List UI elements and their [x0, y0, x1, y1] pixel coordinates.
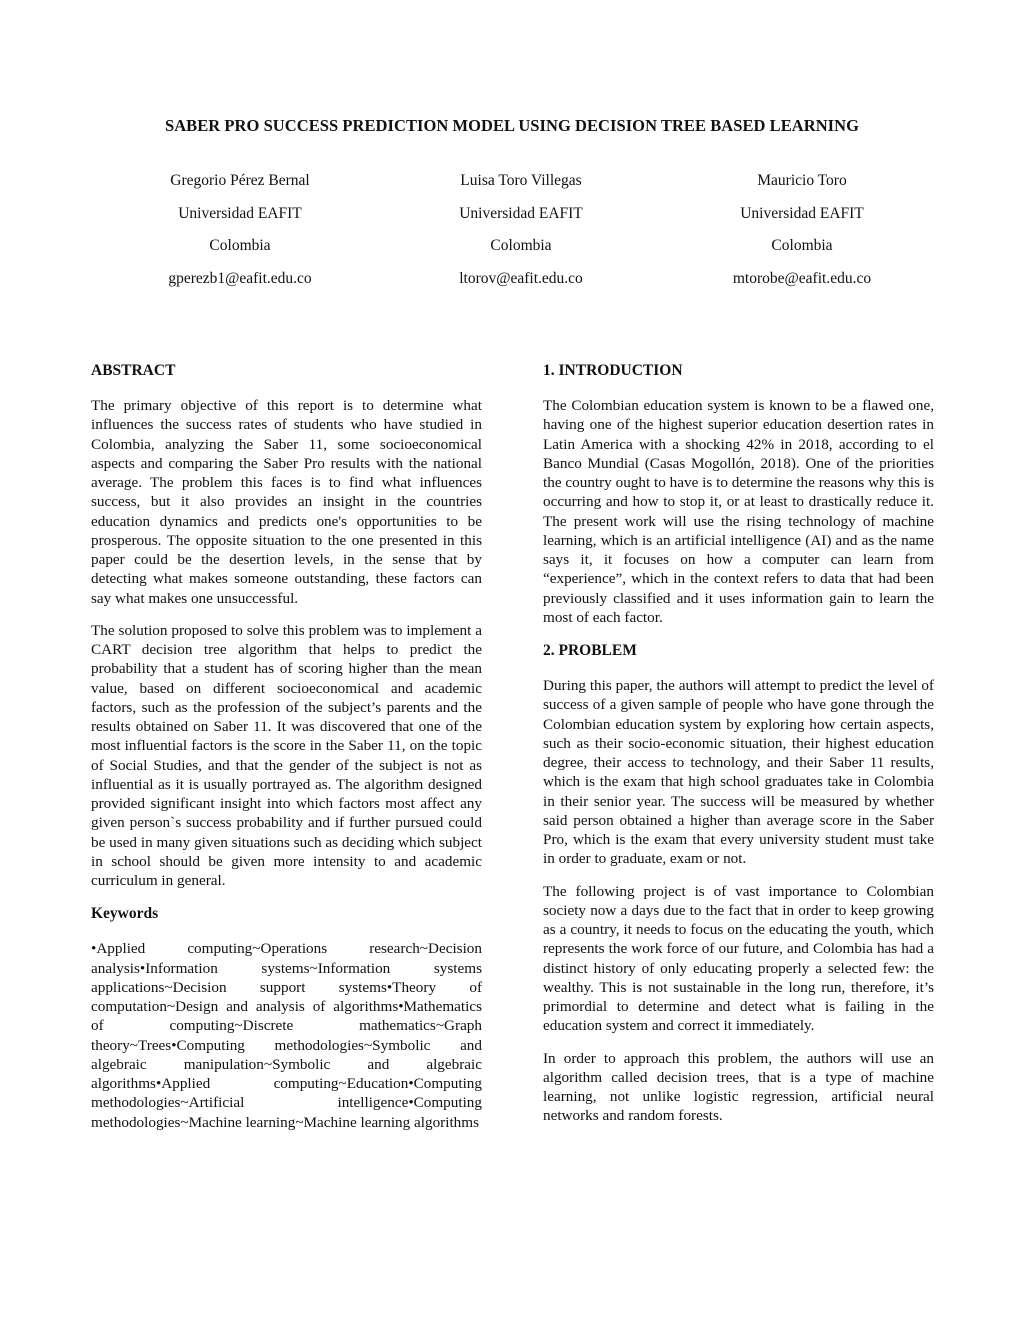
- author-name: Mauricio Toro: [757, 172, 847, 189]
- problem-paragraph: In order to approach this problem, the authors will use an algorithm called decision trees, that is a type of machine learning, not unlike logistic regression, artificial neural networks and random forests.: [543, 1049, 934, 1125]
- author-name: Gregorio Pérez Bernal: [170, 172, 310, 189]
- author-country: Colombia: [771, 237, 833, 255]
- author-email: gperezb1@eafit.edu.co: [168, 270, 312, 288]
- keywords-text: •Applied computing~Operations research~Decision analysis•Information systems~Information systems applications~Decision support systems•Theory of computation~Design and analysis of algorithms•Mathematics of computing~Discrete mathematics~Graph theory~Trees•Computing methodologies~Symbolic and algebraic manipulation~Symbolic and algebraic algorithms•Applied computing~Education•Computing methodologies~Artificial intelligence•Computing methodologies~Machine learning~Machine learning algorithms: [91, 940, 482, 1131]
- problem-heading: 2. PROBLEM: [543, 642, 637, 659]
- problem-paragraph: During this paper, the authors will attempt to predict the level of success of a given sample of people who have gone through the Colombian education system by exploring how certain aspects, such as their socio-economic situation, their highest education degree, their access to technology, and their Saber 11 results, which is the exam that high school graduates take in Colombia in their senior year. The success will be measured by whether said person obtained a higher than average score in the Saber Pro, which is the exam that every university student must take in order to graduate, exam or not.: [543, 677, 934, 868]
- author-email: mtorobe@eafit.edu.co: [732, 270, 872, 288]
- problem-paragraph: The following project is of vast importance to Colombian society now a days due to the fact that in order to keep growing as a country, it needs to focus on the educating the youth, which represents the work force of our future, and Colombia has had a distinct history of only educating properly a selected few: the wealthy. This is not sustainable in the long run, therefore, it’s primordial to determine and detect what is failing in the education system and correct it immediately.: [543, 882, 934, 1035]
- keywords-heading: Keywords: [91, 905, 159, 923]
- author-block: [682, 165, 922, 296]
- author-country: Colombia: [490, 237, 552, 255]
- abstract-paragraph: The primary objective of this report is to determine what influences the success rates of students who have studied in Colombia, analyzing the Saber 11, some socioeconomical aspects and comparing the Saber Pro results with the national average. The problem this faces is to find what influences success, but it also provides an insight in the countries education dynamics and predicts one's opportunities to be prosperous. The opposite situation to the one presented in this paper could be the desertion levels, in the sense that by detecting what makes someone outstanding, these factors can say what makes one unsuccessful.: [91, 397, 482, 607]
- author-country: Colombia: [209, 237, 271, 255]
- author-block: [401, 165, 641, 296]
- author-affiliation: Universidad EAFIT: [740, 204, 864, 222]
- right-column: [543, 360, 934, 1139]
- author-affiliation: Universidad EAFIT: [459, 204, 583, 222]
- introduction-heading: 1. INTRODUCTION: [543, 362, 683, 379]
- author-name: Luisa Toro Villegas: [460, 172, 582, 189]
- author-block: [120, 165, 360, 296]
- introduction-paragraph: The Colombian education system is known to be a flawed one, having one of the highest superior education desertion rates in Latin America with a shocking 42% in 2018, according to el Banco Mundial (Casas Mogollón, 2018). One of the priorities the country ought to have is to determine the reasons why this is occurring and how to stop it, or at least to drastically reduce it. The present work will use the rising technology of machine learning, which is an artificial intelligence (AI) and as the name says it, it focuses on how a computer can learn from “experience”, which in the context refers to data that had been previously classified and it uses information gain to learn the most of each factor.: [543, 397, 934, 626]
- abstract-heading: ABSTRACT: [91, 362, 176, 379]
- abstract-paragraph: The solution proposed to solve this problem was to implement a CART decision tree algorithm that helps to predict the probability that a student has of scoring higher than the mean value, based on different socioeconomical and academic factors, such as the profession of the subject’s parents and the results obtained on Saber 11. It was discovered that one of the most influential factors is the score in the Saber 11, on the topic of Social Studies, and that the gender of the subject is not as influential as it is usually portrayed as. The algorithm designed provided significant insight into which factors most affect any given person`s success probability and if further pursued could be used in many given situations such as deciding which subject in school should be given more intensity to and academic curriculum in general.: [91, 621, 482, 889]
- author-affiliation: Universidad EAFIT: [178, 204, 302, 222]
- author-email: ltorov@eafit.edu.co: [459, 270, 583, 288]
- paper-title: SABER PRO SUCCESS PREDICTION MODEL USING DECISION TREE BASED LEARNING: [164, 116, 859, 135]
- left-column: [91, 360, 482, 1132]
